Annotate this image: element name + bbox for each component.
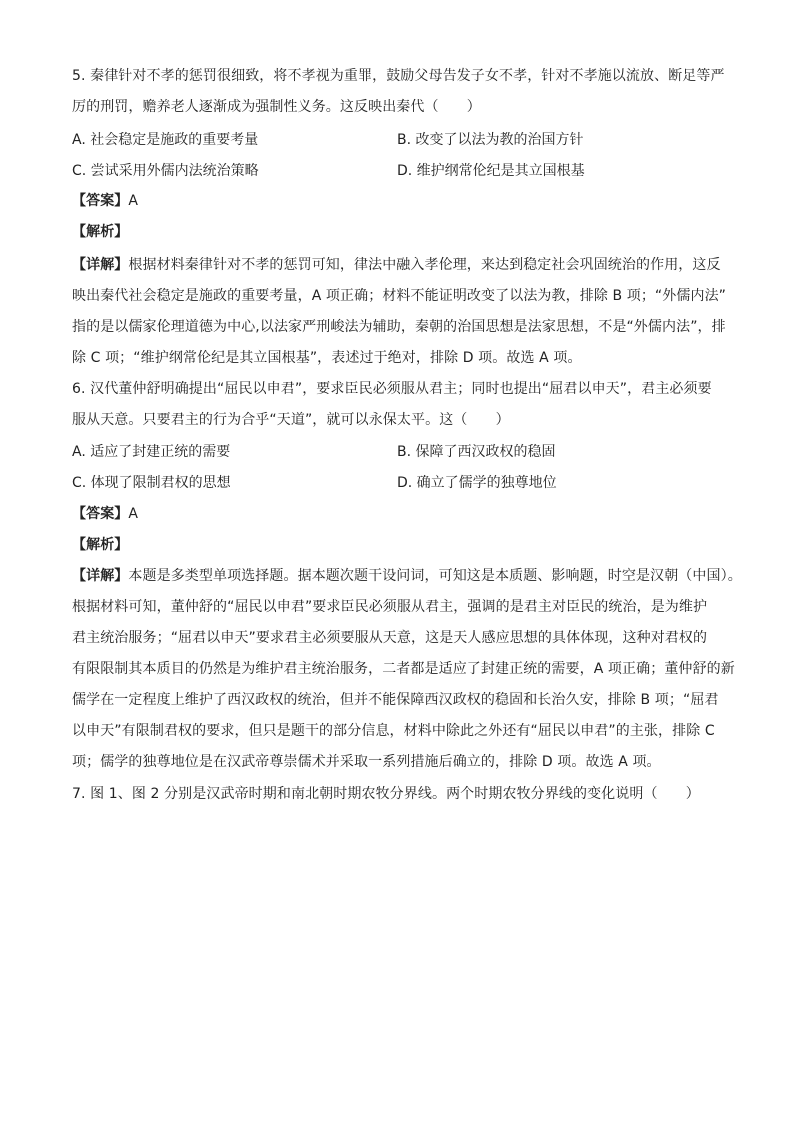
q6-detail-line-3: 君主统治服务；“屈君以申天”要求君主必须要服从天意，这是天人感应思想的具体体现，这种对君权的 [72,630,708,646]
q7-stem: 7. 图 1、图 2 分别是汉武帝时期和南北朝时期农牧分界线。两个时期农牧分界线的变化说明（ ） [72,786,700,802]
q5-detail-line-1 [72,255,721,275]
q6-detail-line-6: 以申天”有限制君权的要求，但只是题干的部分信息，材料中除此之外还有“屈民以申君”的主张，排除 C [72,723,715,739]
q6-detail-line-4: 有限限制其本质目的仍然是为维护君主统治服务，二者都是适应了封建正统的需要，A 项正确；董仲舒的新 [72,661,735,677]
q6-detail-line-2: 根据材料可知，董仲舒的“屈民以申君”要求臣民必须服从君主，强调的是君主对臣民的统治，是为维护 [72,599,708,615]
q6-option-c: C. 体现了限制君权的思想 [72,475,231,491]
detail-text: 本题是多类型单项选择题。据本题次题干设问词，可知这是本质题、影响题，时空是汉朝（中国）。 [128,568,742,584]
q5-detail-line-3: 指的是以儒家伦理道德为中心,以法家严刑峻法为辅助，秦朝的治国思想是法家思想，不是“外儒内法”，排 [72,319,726,335]
q6-stem-line-2: 服从天意。只要君主的行为合乎“天道”，就可以永保太平。这（ ） [72,412,510,428]
q6-option-a: A. 适应了封建正统的需要 [72,444,231,460]
q5-detail-line-4: 除 C 项；“维护纲常伦纪是其立国根基”，表述过于绝对，排除 D 项。故选 A 项。 [72,350,582,366]
q6-detail-line-7: 项；儒学的独尊地位是在汉武帝尊崇儒术并采取一系列措施后确立的，排除 D 项。故选 A 项。 [72,754,661,770]
q6-stem-line-1: 6. 汉代董仲舒明确提出“屈民以申君”，要求臣民必须服从君主；同时也提出“屈君以申天”，君主必须要 [72,381,712,397]
q6-option-d: D. 确立了儒学的独尊地位 [397,475,557,491]
q5-option-c: C. 尝试采用外儒内法统治策略 [72,163,259,179]
q5-option-a: A. 社会稳定是施政的重要考量 [72,132,259,148]
q6-detail-line-1 [72,566,742,586]
q6-detail-line-5: 儒学在一定程度上维护了西汉政权的统治，但并不能保障西汉政权的稳固和长治久安，排除 B 项；“屈君 [72,692,719,708]
q5-analysis-tag: 【解析】 [72,224,129,240]
detail-tag: 【详解】 [72,257,129,273]
q5-detail-line-2: 映出秦代社会稳定是施政的重要考量，A 项正确；材料不能证明改变了以法为教，排除 B 项；“外儒内法” [72,288,727,304]
answer-tag: 【答案】 [72,506,129,522]
q5-option-d: D. 维护纲常伦纪是其立国根基 [397,163,585,179]
answer-tag: 【答案】 [72,193,129,209]
q5-answer [72,191,138,211]
q5-option-b: B. 改变了以法为教的治国方针 [397,132,584,148]
detail-tag: 【详解】 [72,568,129,584]
q6-answer [72,504,138,524]
detail-text: 根据材料秦律针对不孝的惩罚可知，律法中融入孝伦理，来达到稳定社会巩固统治的作用，这反 [128,257,721,273]
q6-option-b: B. 保障了西汉政权的稳固 [397,444,556,460]
q5-stem-line-1: 5. 秦律针对不孝的惩罚很细致，将不孝视为重罪，鼓励父母告发子女不孝，针对不孝施以流放、断足等严 [72,68,725,84]
q5-stem-line-2: 厉的刑罚，赡养老人逐渐成为强制性义务。这反映出秦代（ ） [72,99,481,115]
answer-value: A [128,193,139,209]
answer-value: A [128,506,139,522]
q6-analysis-tag: 【解析】 [72,537,129,553]
